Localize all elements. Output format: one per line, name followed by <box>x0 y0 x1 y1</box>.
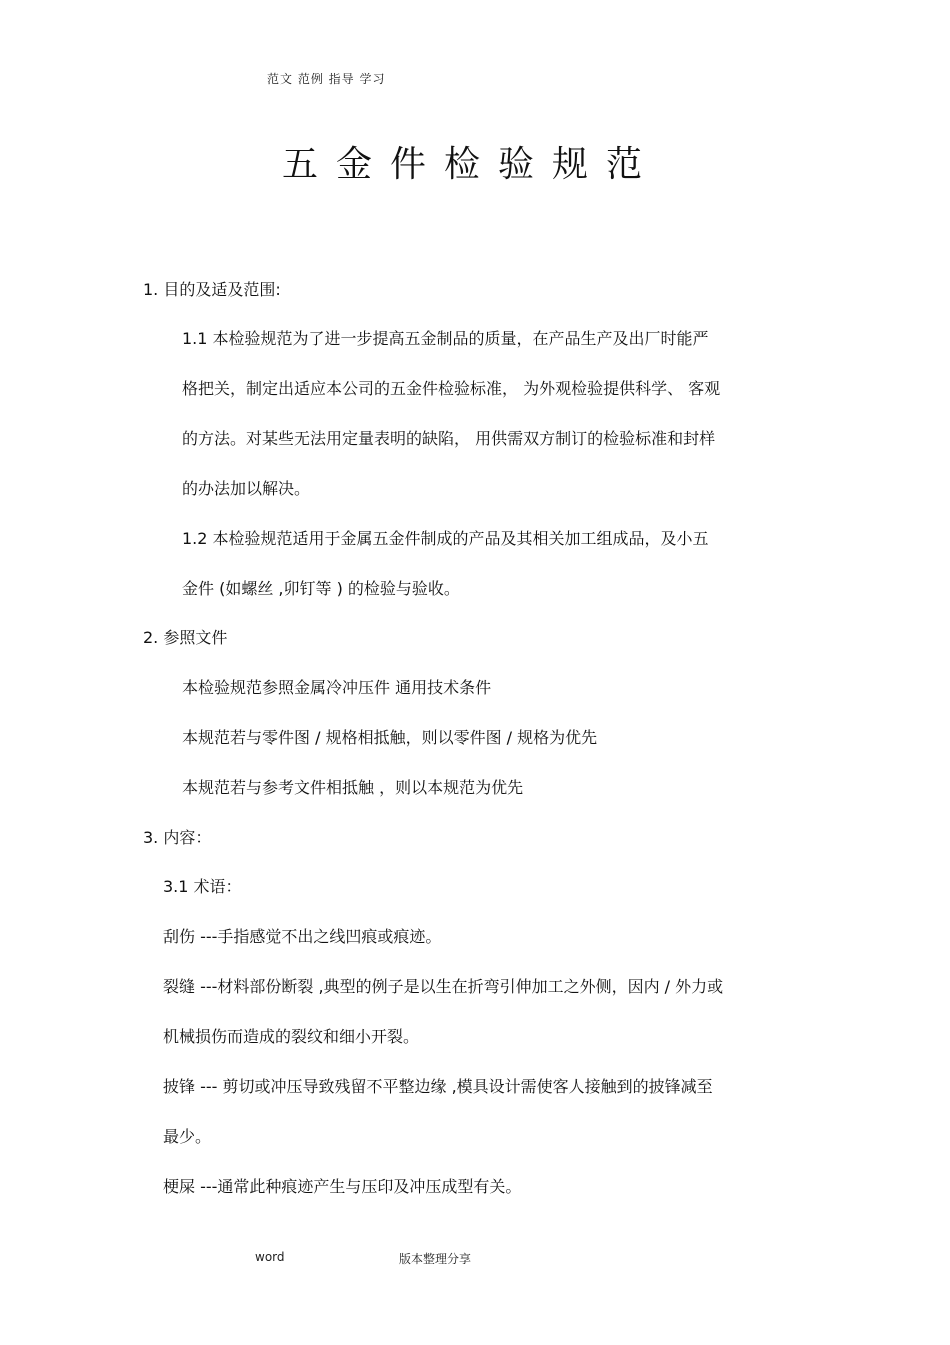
paragraph-line: 本检验规范参照金属冷冲压件 通用技术条件 <box>182 678 492 697</box>
term-definition: 裂缝 ---材料部份断裂 ,典型的例子是以生在折弯引伸加工之外侧，因内 / 外力或 <box>163 977 724 996</box>
paragraph-line: 的办法加以解决。 <box>182 479 311 498</box>
subsection-heading: 3.1 术语： <box>163 877 242 896</box>
paragraph-line: 的方法。对某些无法用定量表明的缺陷， 用供需双方制订的检验标准和封样 <box>182 429 716 448</box>
paragraph-line: 格把关，制定出适应本公司的五金件检验标准， 为外观检验提供科学、 客观 <box>182 379 721 398</box>
term-definition: 披锋 --- 剪切或冲压导致残留不平整边缘 ,模具设计需使客人接触到的披锋减至 <box>163 1077 713 1096</box>
paragraph-line: 本规范若与参考文件相抵触 ，则以本规范为优先 <box>182 778 524 797</box>
paragraph-line: 金件 (如螺丝 ,卯钉等 ) 的检验与验收。 <box>182 579 460 598</box>
section-1-heading: 1. 目的及适及范围: <box>143 280 281 299</box>
document-title: 五金件检验规范 <box>282 144 661 185</box>
paragraph-line: 1.2 本检验规范适用于金属五金件制成的产品及其相关加工组成品，及小五 <box>182 529 709 548</box>
term-definition-continued: 最少。 <box>163 1127 212 1146</box>
term-definition-continued: 机械损伤而造成的裂纹和细小开裂。 <box>163 1027 420 1046</box>
footer-left-text: word <box>255 1250 285 1264</box>
paragraph-line: 1.1 本检验规范为了进一步提高五金制品的质量，在产品生产及出厂时能严 <box>182 329 709 348</box>
footer-right-text: 版本整理分享 <box>399 1252 472 1266</box>
section-3-heading: 3. 内容： <box>143 828 212 847</box>
term-definition: 梗屎 ---通常此种痕迹产生与压印及冲压成型有关。 <box>163 1177 522 1196</box>
paragraph-line: 本规范若与零件图 / 规格相抵触，则以零件图 / 规格为优先 <box>182 728 598 747</box>
page-header: 范文 范例 指导 学习 <box>267 72 386 86</box>
term-definition: 刮伤 ---手指感觉不出之线凹痕或痕迹。 <box>163 927 442 946</box>
section-2-heading: 2. 参照文件 <box>143 628 228 647</box>
